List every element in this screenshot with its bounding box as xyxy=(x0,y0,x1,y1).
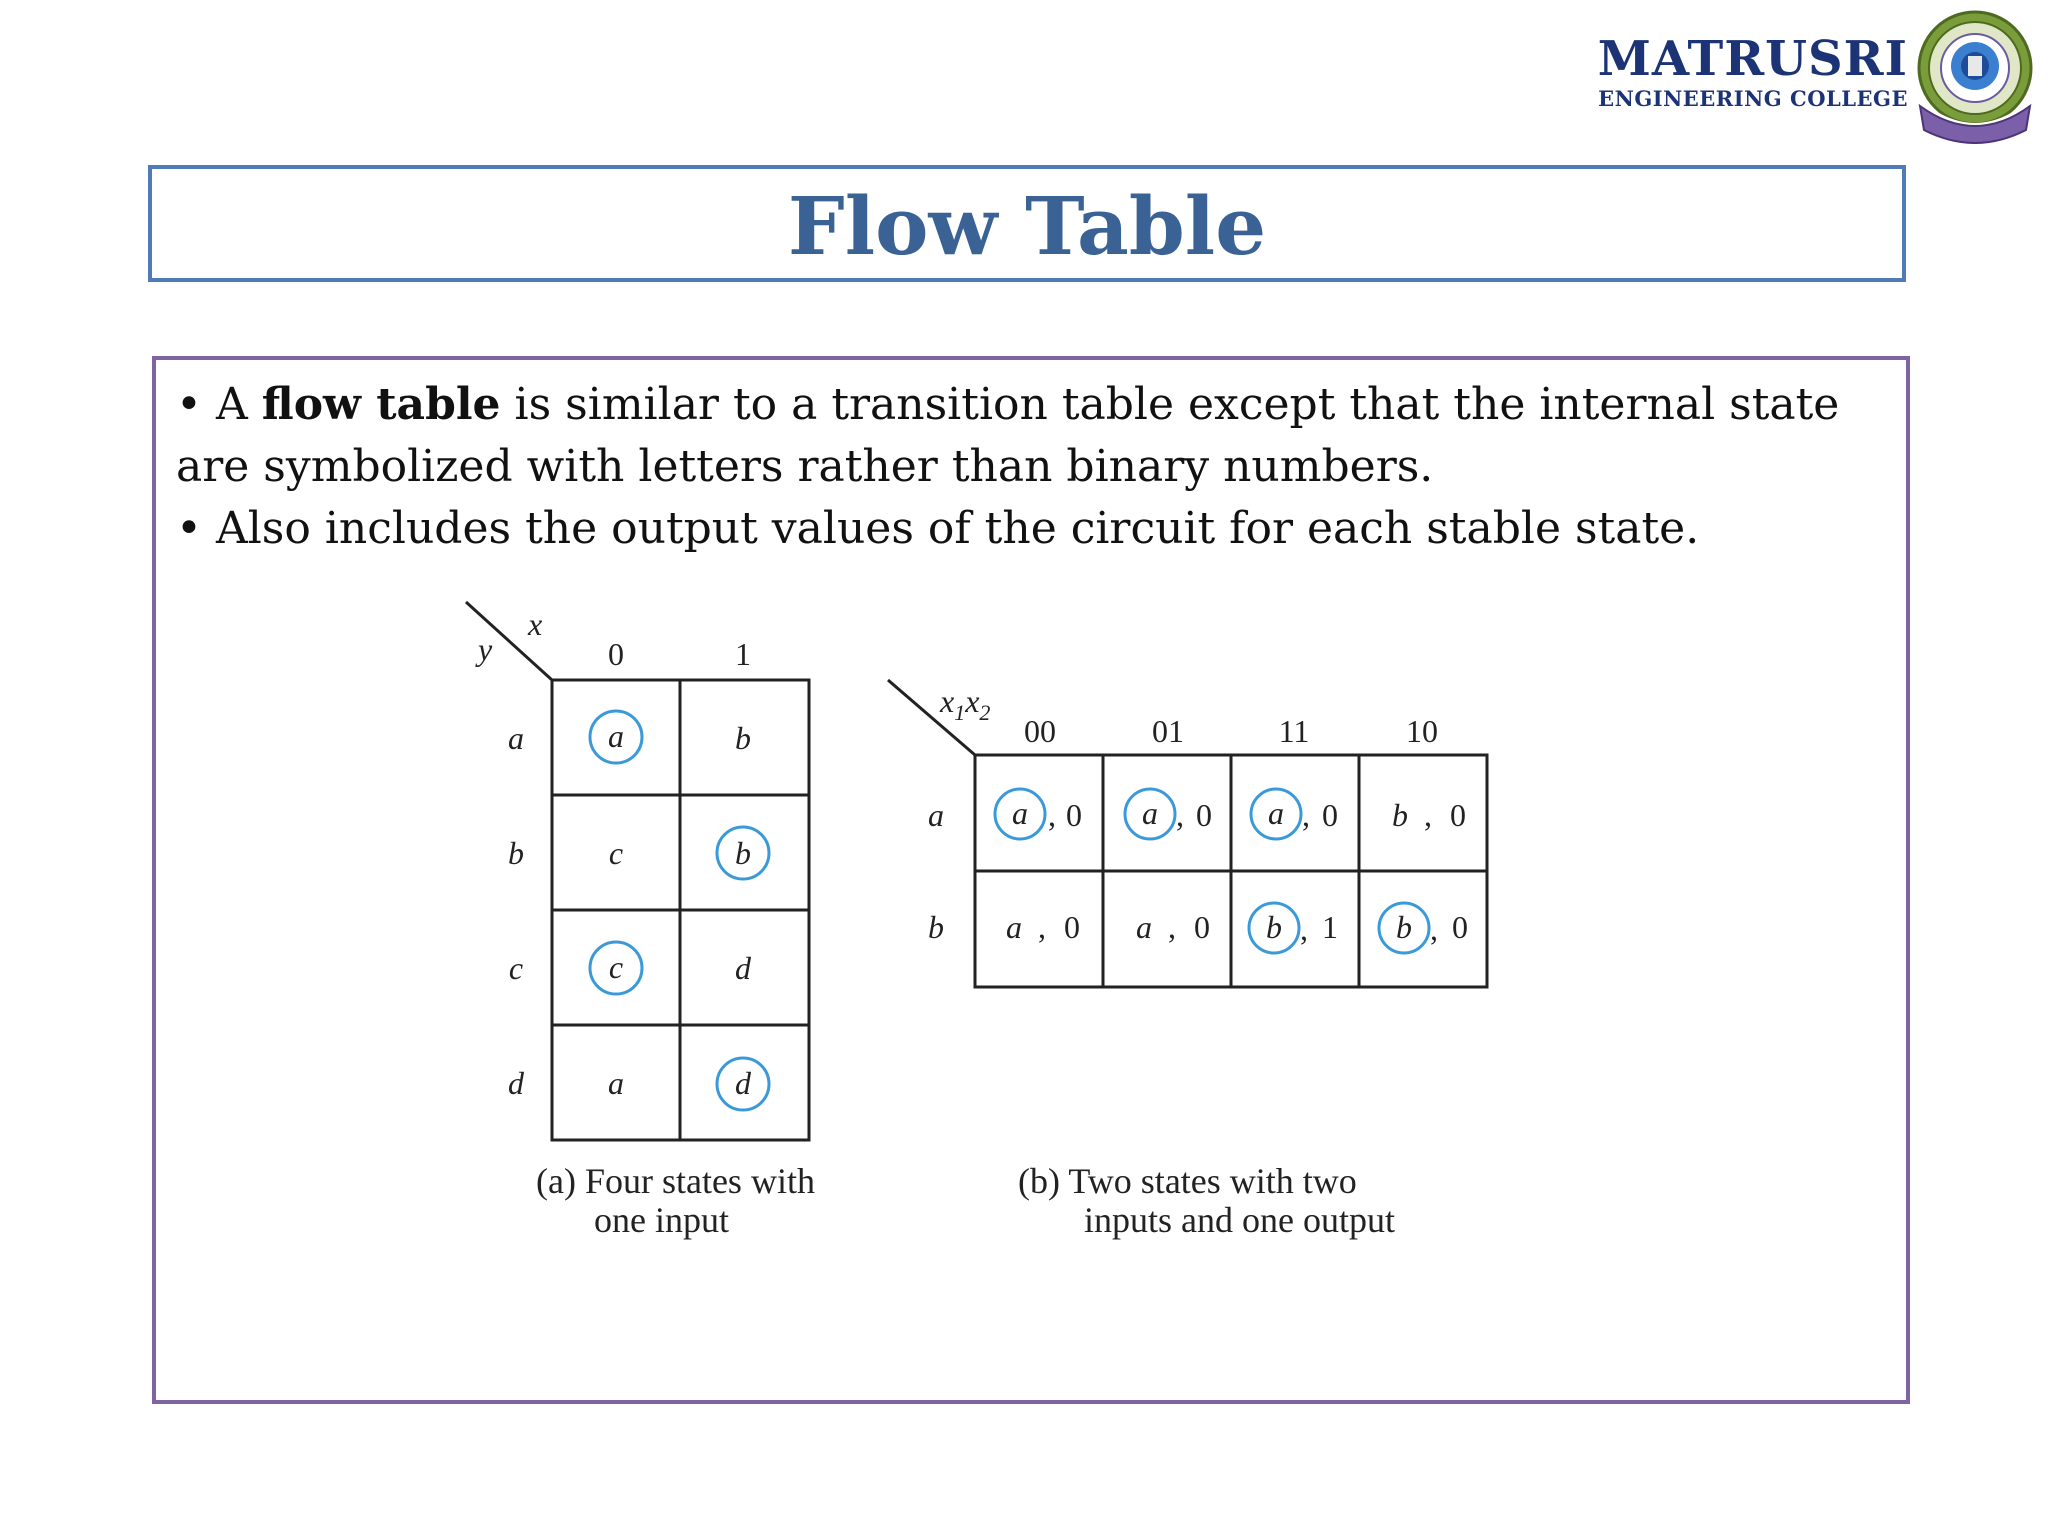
table-b-cell-state: b xyxy=(1392,797,1408,833)
table-b-cell-out: 0 xyxy=(1066,797,1082,833)
table-a-cell: b xyxy=(735,835,751,871)
table-a-cell: d xyxy=(735,950,751,986)
table-a-row-label-d: d xyxy=(508,1065,524,1101)
table-a-caption-line1: (a) Four states with xyxy=(536,1161,815,1201)
table-a-col-0: 0 xyxy=(608,636,624,672)
table-a-row-label-b: b xyxy=(508,835,524,871)
table-b-caption-line2: inputs and one output xyxy=(1084,1200,1395,1240)
table-a-caption-line2: one input xyxy=(594,1200,729,1240)
table-a-col-1: 1 xyxy=(735,636,751,672)
table-b-comma: , xyxy=(1048,797,1056,833)
table-b-cell-out: 0 xyxy=(1064,909,1080,945)
table-a-cell: a xyxy=(608,1065,624,1101)
table-b-comma: , xyxy=(1168,909,1176,945)
table-b-col-00: 00 xyxy=(1024,713,1056,749)
table-b-cell-state: a xyxy=(1006,909,1022,945)
page-title: Flow Table xyxy=(787,179,1267,273)
bullet-1-rest: is similar to a transition table except that the internal state are symbolized with letters rather than binary numbers. xyxy=(176,379,1840,492)
table-a-row-label-c: c xyxy=(508,950,524,986)
table-b-cell-state: b xyxy=(1266,909,1282,945)
table-b-cell-state: a xyxy=(1142,795,1158,831)
logo-subtitle: ENGINEERING COLLEGE xyxy=(1598,86,1908,111)
table-b-row-label-b: b xyxy=(928,909,944,945)
table-b-col-11: 11 xyxy=(1278,713,1310,749)
table-a-caption xyxy=(536,1162,815,1240)
table-a-row-var: y xyxy=(478,631,493,667)
table-b-cell-state: a xyxy=(1268,795,1284,831)
table-a-cell: b xyxy=(735,720,751,756)
table-b xyxy=(888,680,1487,987)
table-b-caption-line1: (b) Two states with two xyxy=(1018,1161,1357,1201)
bullet-2: • Also includes the output values of the circuit for each stable state. xyxy=(176,503,1700,554)
table-a-cell: c xyxy=(608,835,624,871)
table-b-comma: , xyxy=(1176,797,1184,833)
table-b-cell-out: 0 xyxy=(1322,797,1338,833)
logo-name: MATRUSRI xyxy=(1597,31,1908,87)
table-b-row-label-a: a xyxy=(928,797,944,833)
table-a-cell: d xyxy=(735,1065,751,1101)
table-b-cell-out: 0 xyxy=(1450,797,1466,833)
table-b-cell-state: a xyxy=(1012,795,1028,831)
table-b-cell-state: a xyxy=(1136,909,1152,945)
bullet-1-bold: flow table xyxy=(261,379,501,430)
table-b-cell-out: 0 xyxy=(1194,909,1210,945)
table-a-row-label-a: a xyxy=(508,720,524,756)
table-b-cell-state: b xyxy=(1396,909,1412,945)
bullet-1-prefix: • A xyxy=(176,379,262,430)
table-b-cell-out: 0 xyxy=(1452,909,1468,945)
table-b-caption xyxy=(1018,1162,1395,1240)
table-a xyxy=(466,602,809,1140)
table-b-comma: , xyxy=(1300,911,1308,947)
table-b-cell-out: 1 xyxy=(1322,909,1338,945)
table-a-cell: c xyxy=(608,949,624,985)
table-b-col-01: 01 xyxy=(1152,713,1184,749)
table-b-comma: , xyxy=(1430,911,1438,947)
table-b-comma: , xyxy=(1424,797,1432,833)
table-b-col-var: $x_1x_2$ xyxy=(940,683,991,725)
table-b-col-10: 10 xyxy=(1406,713,1438,749)
table-b-comma: , xyxy=(1302,797,1310,833)
table-b-cell-out: 0 xyxy=(1196,797,1212,833)
table-a-col-var: x xyxy=(528,606,543,642)
table-b-comma: , xyxy=(1038,909,1046,945)
table-a-cell: a xyxy=(608,718,624,754)
